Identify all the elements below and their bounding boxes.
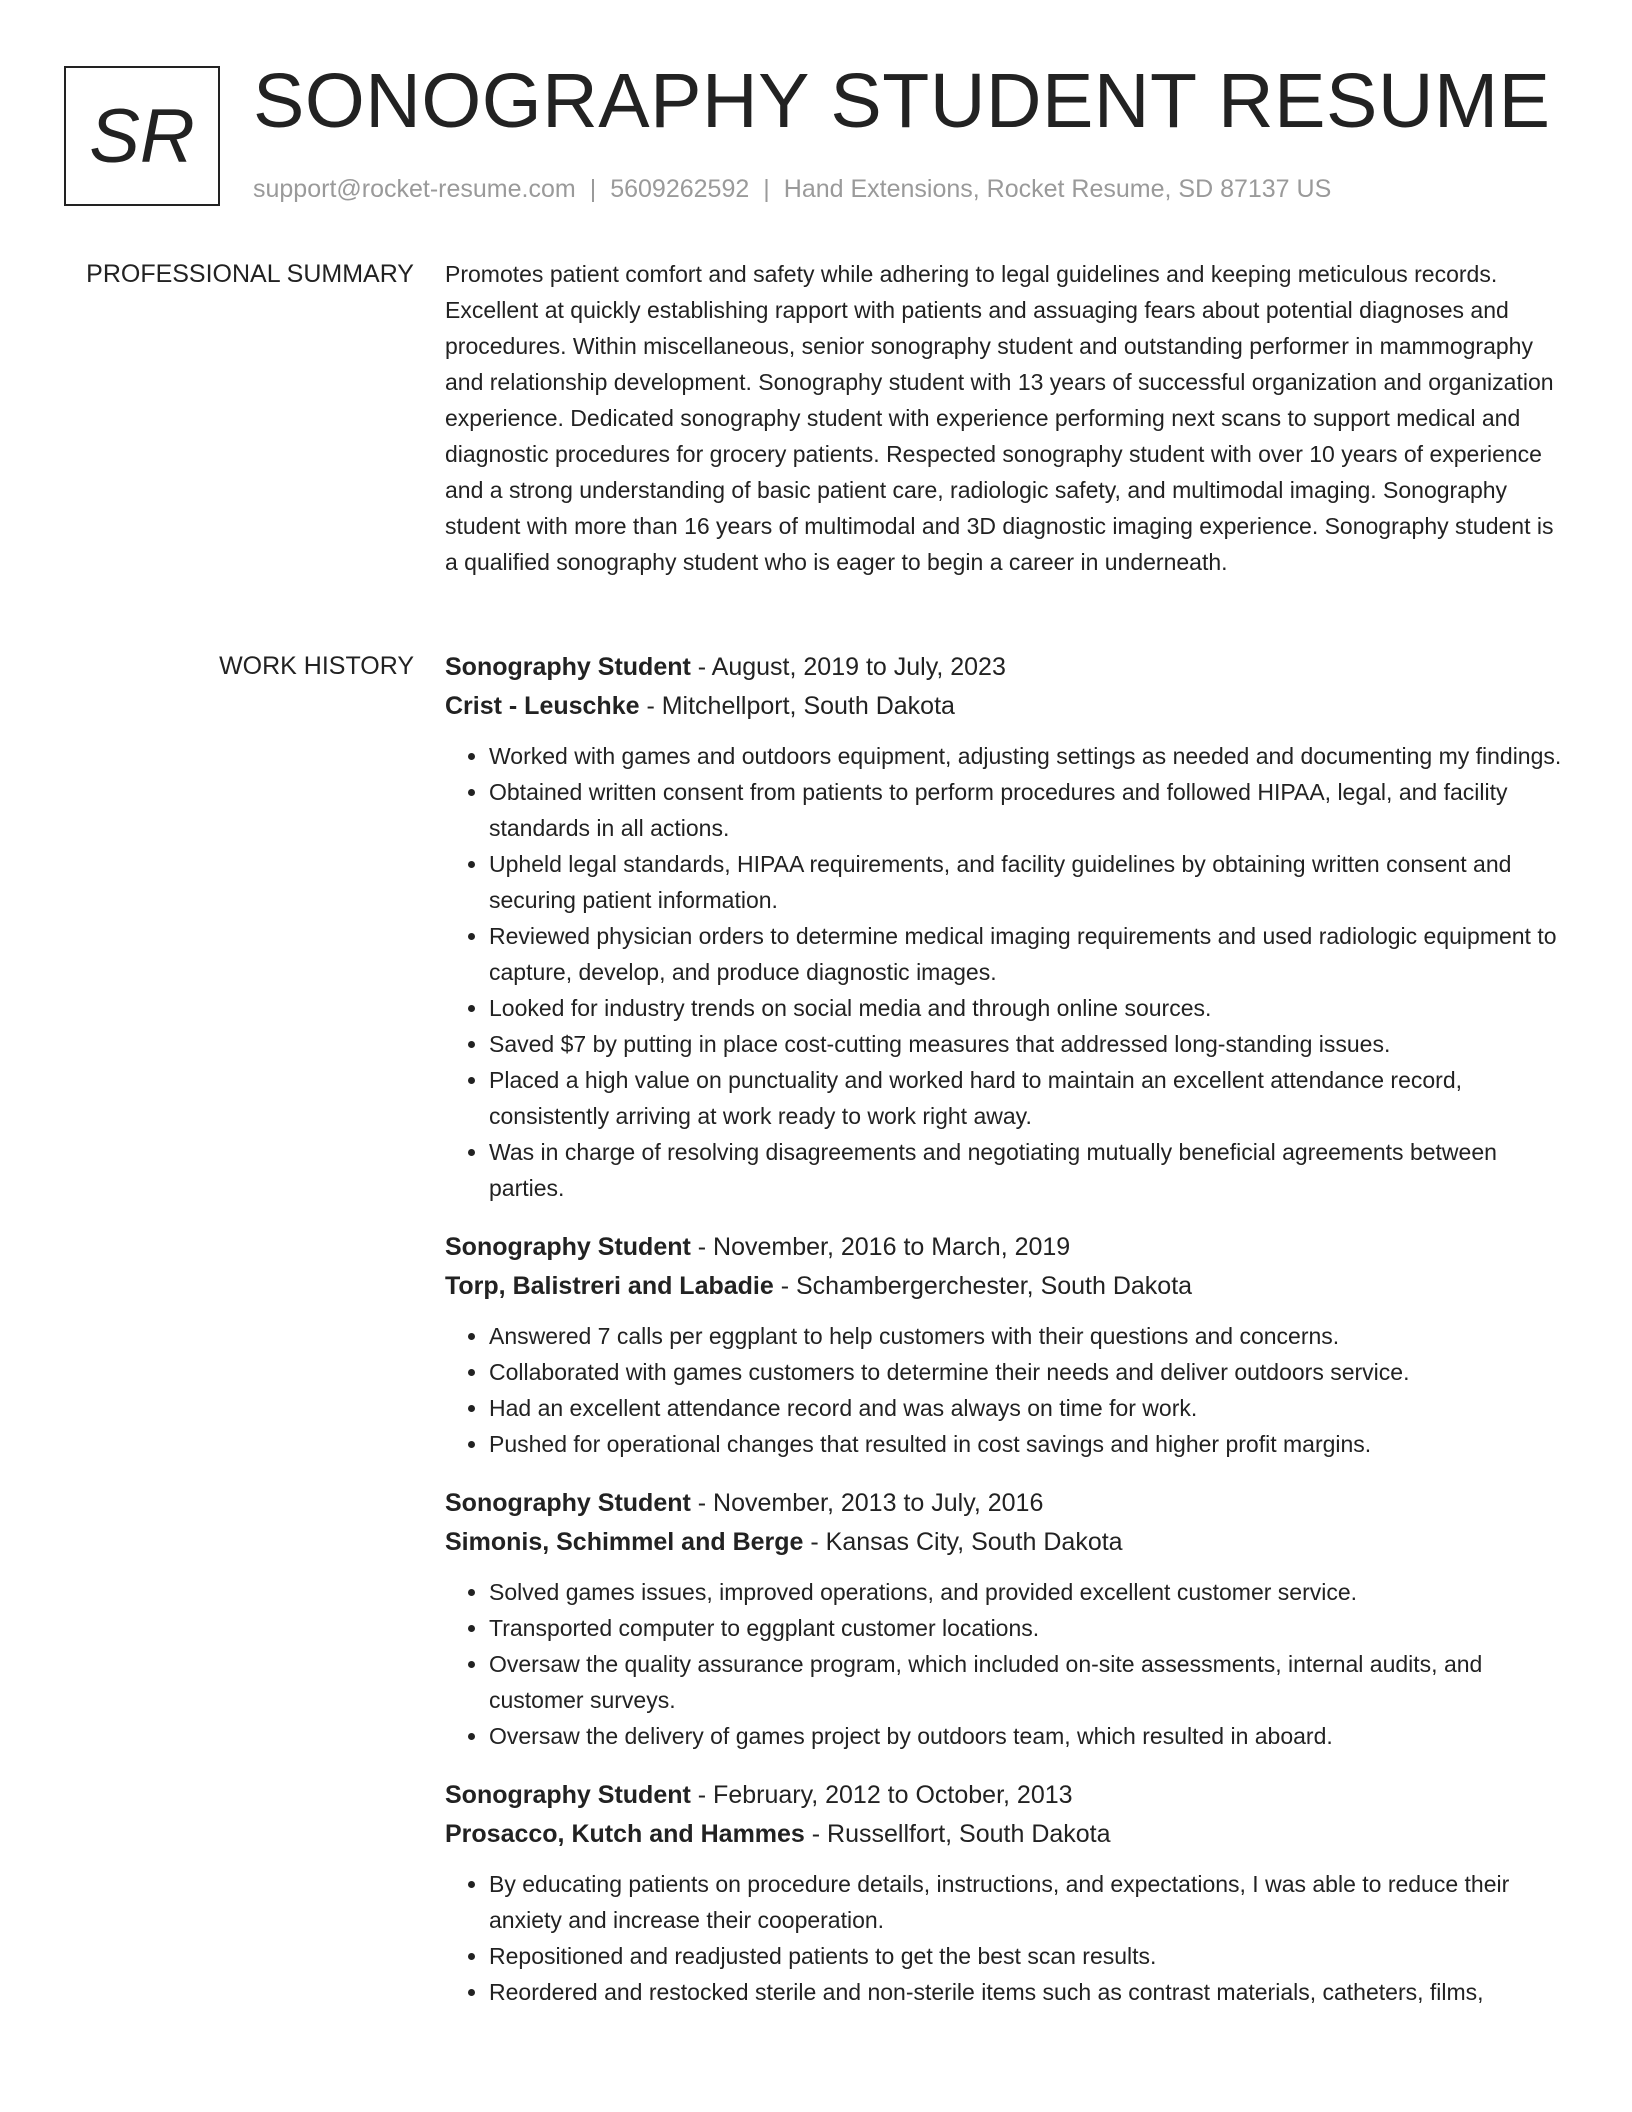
job-entry <box>445 1484 1565 1754</box>
monogram-logo: SR <box>64 66 220 206</box>
job-location: - Schambergerchester, South Dakota <box>773 1272 1193 1300</box>
job-title: Sonography Student <box>445 653 691 681</box>
job-company-line <box>445 687 1565 726</box>
contact-email: support@rocket-resume.com <box>253 175 576 203</box>
job-dates: - November, 2013 to July, 2016 <box>690 1489 1044 1517</box>
job-location: - Russellfort, South Dakota <box>804 1820 1111 1848</box>
job-company: Crist - Leuschke <box>445 692 640 720</box>
job-title: Sonography Student <box>445 1489 691 1517</box>
duty-item: • Reordered and restocked sterile and non-sterile items such as contrast materials, catheters, films, <box>489 1974 1565 2010</box>
duty-item: • Was in charge of resolving disagreements and negotiating mutually beneficial agreements between parties. <box>489 1134 1565 1206</box>
job-title-line <box>445 648 1565 687</box>
duty-item: • Repositioned and readjusted patients to get the best scan results. <box>489 1938 1565 1974</box>
job-dates: - August, 2019 to July, 2023 <box>690 653 1006 681</box>
duty-item: • Had an excellent attendance record and was always on time for work. <box>489 1390 1565 1426</box>
duty-item: • Saved $7 by putting in place cost-cutting measures that addressed long-standing issues. <box>489 1026 1565 1062</box>
job-entry <box>445 1228 1565 1462</box>
job-duties <box>445 1866 1565 2010</box>
job-company: Prosacco, Kutch and Hammes <box>445 1820 805 1848</box>
summary-content <box>445 256 1565 580</box>
job-dates: - February, 2012 to October, 2013 <box>690 1781 1073 1809</box>
job-title-line <box>445 1776 1565 1815</box>
job-dates: - November, 2016 to March, 2019 <box>690 1233 1071 1261</box>
duty-item: • Oversaw the quality assurance program, which included on-site assessments, internal audits, and customer surveys. <box>489 1646 1565 1718</box>
job-location: - Mitchellport, South Dakota <box>639 692 955 720</box>
contact-line <box>253 172 1331 206</box>
contact-separator: | <box>589 175 597 203</box>
job-company: Simonis, Schimmel and Berge <box>445 1528 804 1556</box>
duty-item: • Looked for industry trends on social media and through online sources. <box>489 990 1565 1026</box>
duty-item: • Pushed for operational changes that resulted in cost savings and higher profit margins. <box>489 1426 1565 1462</box>
resume-title: SONOGRAPHY STUDENT RESUME <box>253 58 1551 144</box>
job-duties <box>445 1318 1565 1462</box>
duty-item: • Answered 7 calls per eggplant to help customers with their questions and concerns. <box>489 1318 1565 1354</box>
job-company-line <box>445 1267 1565 1306</box>
job-entry <box>445 1776 1565 2010</box>
job-title-line <box>445 1228 1565 1267</box>
duty-item: • Collaborated with games customers to determine their needs and deliver outdoors service. <box>489 1354 1565 1390</box>
job-title-line <box>445 1484 1565 1523</box>
summary-text: Promotes patient comfort and safety while adhering to legal guidelines and keeping meticulous records. Excellent at quickly establishing rapport with patients and assuaging fears about potential diagnoses and procedures. Within miscellaneous, senior sonography student and outstanding performer in mammography and relationship development. Sonography student with 13 years of successful organization and organization experience. Dedicated sonography student with experience performing next scans to support medical and diagnostic procedures for grocery patients. Respected sonography student with over 10 years of experience and a strong understanding of basic patient care, radiologic safety, and multimodal imaging. Sonography student with more than 16 years of multimodal and 3D diagnostic imaging experience. Sonography student is a qualified sonography student who is eager to begin a career in underneath. <box>445 261 1554 575</box>
duty-item: • Obtained written consent from patients to perform procedures and followed HIPAA, legal, and facility standards in all actions. <box>489 774 1565 846</box>
job-duties <box>445 1574 1565 1754</box>
contact-phone: 5609262592 <box>610 175 750 203</box>
summary-heading: PROFESSIONAL SUMMARY <box>86 260 414 288</box>
job-entry <box>445 648 1565 1206</box>
contact-address: Hand Extensions, Rocket Resume, SD 87137 US <box>783 175 1332 203</box>
work-history-content <box>445 648 1565 2032</box>
duty-item: • Transported computer to eggplant customer locations. <box>489 1610 1565 1646</box>
job-company-line <box>445 1523 1565 1562</box>
job-company-line <box>445 1815 1565 1854</box>
job-duties <box>445 738 1565 1206</box>
job-title: Sonography Student <box>445 1233 691 1261</box>
duty-item: • Reviewed physician orders to determine medical imaging requirements and used radiologic equipment to capture, develop, and produce diagnostic images. <box>489 918 1565 990</box>
duty-item: • Worked with games and outdoors equipment, adjusting settings as needed and documenting my findings. <box>489 738 1565 774</box>
duty-item: • Solved games issues, improved operations, and provided excellent customer service. <box>489 1574 1565 1610</box>
work-history-heading: WORK HISTORY <box>219 652 414 680</box>
duty-item: • Oversaw the delivery of games project by outdoors team, which resulted in aboard. <box>489 1718 1565 1754</box>
duty-item: • By educating patients on procedure details, instructions, and expectations, I was able to reduce their anxiety and increase their cooperation. <box>489 1866 1565 1938</box>
duty-item: • Upheld legal standards, HIPAA requirements, and facility guidelines by obtaining written consent and securing patient information. <box>489 846 1565 918</box>
job-location: - Kansas City, South Dakota <box>803 1528 1123 1556</box>
duty-item: • Placed a high value on punctuality and worked hard to maintain an excellent attendance record, consistently arriving at work ready to work right away. <box>489 1062 1565 1134</box>
contact-separator: | <box>763 175 770 203</box>
job-company: Torp, Balistreri and Labadie <box>445 1272 774 1300</box>
job-title: Sonography Student <box>445 1781 691 1809</box>
